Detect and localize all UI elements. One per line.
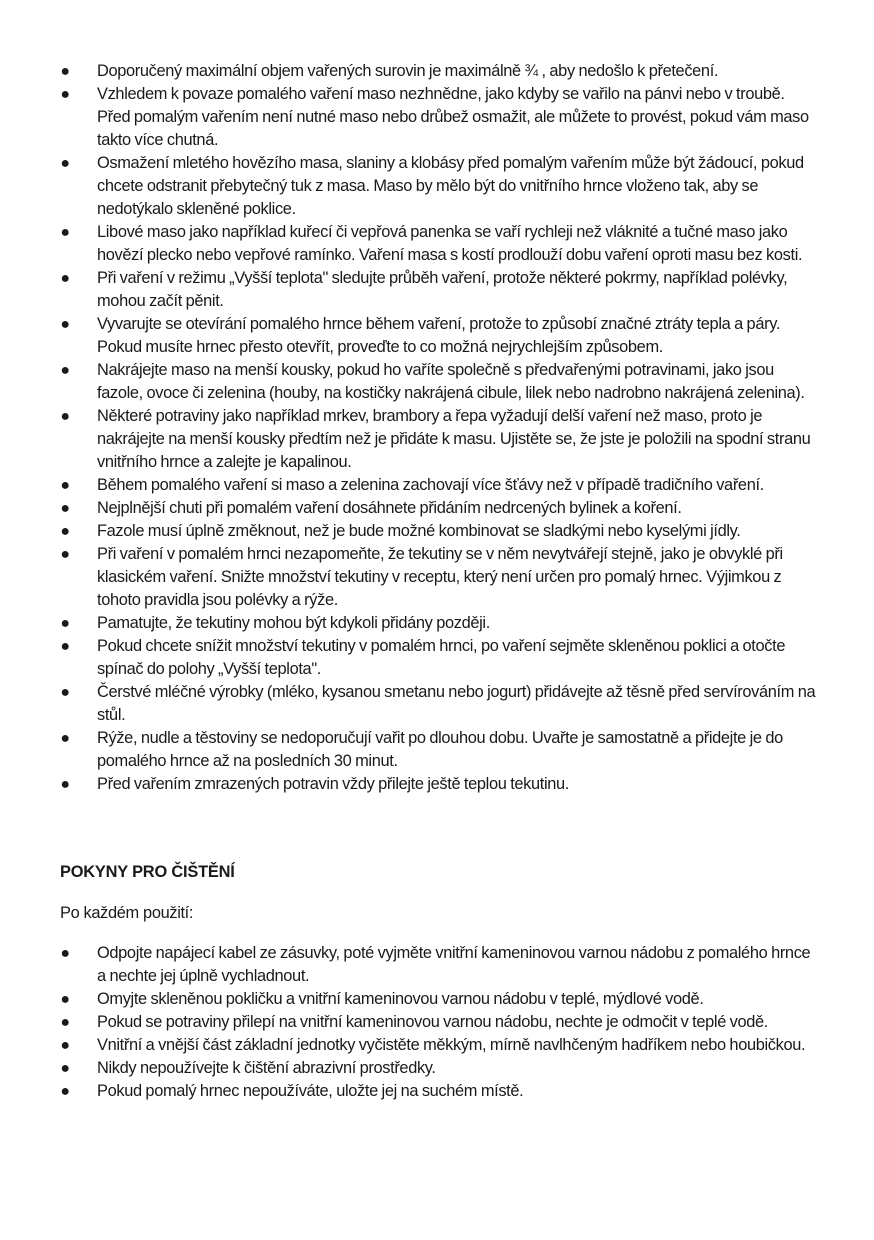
list-item-text: Vyvarujte se otevírání pomalého hrnce během vaření, protože to způsobí značné ztráty tepla a páry. Pokud musíte hrnec přesto otevřít, proveďte to co možná nejrychlejším způsobem. [97,315,781,356]
list-item [60,681,820,727]
list-item-text: Při vaření v pomalém hrnci nezapomeňte, že tekutiny se v něm nevytvářejí stejně, jako je obvyklé při klasickém vaření. Snižte množství tekutiny v receptu, který není určen pro pomalý hrnec. Výjimkou z tohoto pravidla jsou polévky a rýže. [97,545,783,609]
list-item-text: Čerstvé mléčné výrobky (mléko, kysanou smetanu nebo jogurt) přidávejte až těsně před servírováním na stůl. [97,683,816,724]
list-item-text: Nejplnější chuti při pomalém vaření dosáhnete přidáním nedrcených bylinek a koření. [97,499,682,517]
list-item-text: Omyjte skleněnou pokličku a vnitřní kameninovou varnou nádobu v teplé, mýdlové vodě. [97,990,704,1008]
list-item-text: Doporučený maximální objem vařených surovin je maximálně ¾ , aby nedošlo k přetečení. [97,62,719,80]
list-item-text: Pokud chcete snížit množství tekutiny v pomalém hrnci, po vaření sejměte skleněnou poklici a otočte spínač do polohy „Vyšší teplota". [97,637,786,678]
cleaning-steps-list [60,942,820,1103]
list-item [60,474,820,497]
bullet-icon: ● [60,1014,70,1031]
list-item-text: Pokud se potraviny přilepí na vnitřní kameninovou varnou nádobu, nechte je odmočit v teplé vodě. [97,1013,769,1031]
bullet-icon: ● [60,63,70,80]
list-item [60,60,820,83]
bullet-icon: ● [60,477,70,494]
bullet-icon: ● [60,776,70,793]
bullet-icon: ● [60,523,70,540]
bullet-icon: ● [60,1037,70,1054]
list-item-text: Fazole musí úplně změknout, než je bude možné kombinovat se sladkými nebo kyselými jídly. [97,522,741,540]
list-item-text: Před vařením zmrazených potravin vždy přilejte ještě teplou tekutinu. [97,775,570,793]
list-item [60,1011,820,1034]
list-item-text: Nakrájejte maso na menší kousky, pokud ho vaříte společně s předvařenými potravinami, jako jsou fazole, ovoce či zelenina (houby, na kostičky nakrájená cibule, lilek nebo nadrobno nakrájená zelenina). [97,361,805,402]
list-item-text: Pokud pomalý hrnec nepoužíváte, uložte jej na suchém místě. [97,1082,524,1100]
list-item [60,221,820,267]
list-item [60,1034,820,1057]
list-item [60,405,820,474]
list-item [60,635,820,681]
list-item [60,497,820,520]
bullet-icon: ● [60,362,70,379]
bullet-icon: ● [60,408,70,425]
list-item-text: Osmažení mletého hovězího masa, slaniny a klobásy před pomalým vařením může být žádoucí, pokud chcete odstranit přebytečný tuk z masa. Maso by mělo být do vnitřního hrnce vloženo tak, aby se nedotýkalo skleněné poklice. [97,154,804,218]
list-item [60,83,820,152]
list-item-text: Vnitřní a vnější část základní jednotky vyčistěte měkkým, mírně navlhčeným hadříkem nebo houbičkou. [97,1036,806,1054]
bullet-icon: ● [60,224,70,241]
list-item [60,942,820,988]
bullet-icon: ● [60,546,70,563]
list-item [60,773,820,796]
bullet-icon: ● [60,730,70,747]
list-item [60,727,820,773]
list-item [60,152,820,221]
section-heading-cleaning: POKYNY PRO ČIŠTĚNÍ [60,863,235,881]
bullet-icon: ● [60,1083,70,1100]
bullet-icon: ● [60,316,70,333]
list-item-text: Libové maso jako například kuřecí či vepřová panenka se vaří rychleji než vláknité a tučné maso jako hovězí plecko nebo vepřové ramínko. Vaření masa s kostí prodlouží dobu vaření oproti masu bez kosti. [97,223,803,264]
list-item [60,313,820,359]
list-item-text: Nikdy nepoužívejte k čištění abrazivní prostředky. [97,1059,436,1077]
list-item-text: Pamatujte, že tekutiny mohou být kdykoli přidány později. [97,614,490,632]
bullet-icon: ● [60,500,70,517]
bullet-icon: ● [60,86,70,103]
list-item-text: Během pomalého vaření si maso a zelenina zachovají více šťávy než v případě tradičního vaření. [97,476,764,494]
bullet-icon: ● [60,1060,70,1077]
list-item [60,1080,820,1103]
bullet-icon: ● [60,638,70,655]
list-item-text: Některé potraviny jako například mrkev, brambory a řepa vyžadují delší vaření než maso, proto je nakrájejte na menší kousky předtím než je přidáte k masu. Ujistěte se, že jste je položili na spodní stranu vnitřního hrnce a zalejte je kapalinou. [97,407,811,471]
list-item [60,1057,820,1080]
list-item-text: Při vaření v režimu „Vyšší teplota" sledujte průběh vaření, protože některé pokrmy, například polévky, mohou začít pěnit. [97,269,788,310]
cleaning-intro: Po každém použití: [60,904,194,922]
list-item [60,988,820,1011]
list-item [60,267,820,313]
list-item [60,359,820,405]
bullet-icon: ● [60,945,70,962]
cooking-tips-list [60,60,820,796]
list-item [60,520,820,543]
bullet-icon: ● [60,684,70,701]
bullet-icon: ● [60,615,70,632]
bullet-icon: ● [60,155,70,172]
bullet-icon: ● [60,270,70,287]
list-item-text: Rýže, nudle a těstoviny se nedoporučují vařit po dlouhou dobu. Uvařte je samostatně a přidejte je do pomalého hrnce až na posledních 30 minut. [97,729,783,770]
bullet-icon: ● [60,991,70,1008]
list-item [60,543,820,612]
list-item [60,612,820,635]
list-item-text: Odpojte napájecí kabel ze zásuvky, poté vyjměte vnitřní kameninovou varnou nádobu z pomalého hrnce a nechte jej úplně vychladnout. [97,944,811,985]
list-item-text: Vzhledem k povaze pomalého vaření maso nezhnědne, jako kdyby se vařilo na pánvi nebo v troubě. Před pomalým vařením není nutné maso nebo drůbež osmažit, ale můžete to provést, pokud vám maso takto více chutná. [97,85,809,149]
